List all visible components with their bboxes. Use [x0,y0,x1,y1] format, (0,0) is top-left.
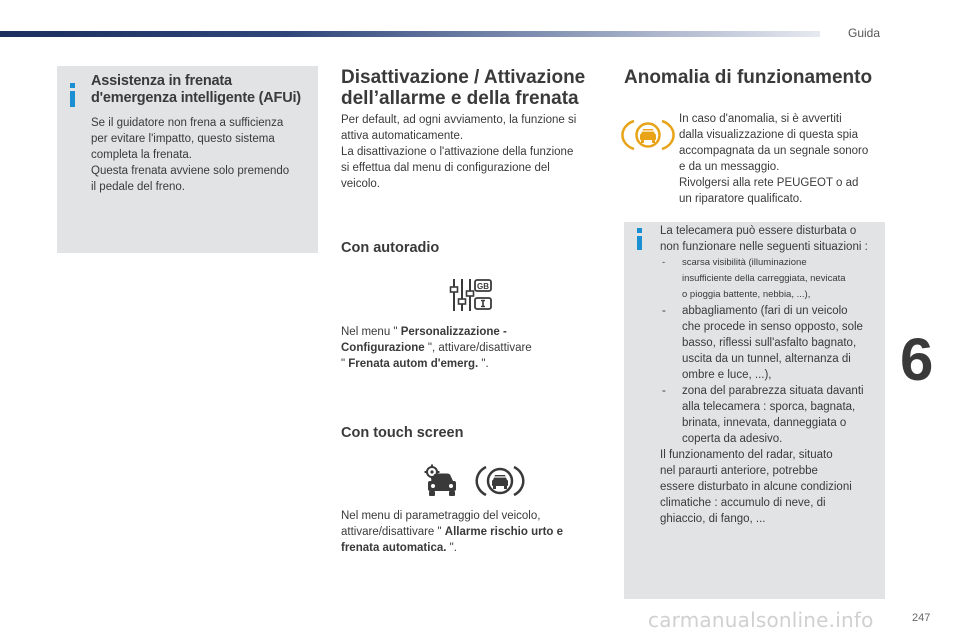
info-box-camera [624,222,885,599]
radio-instructions: Nel menu " Personalizzazione - Configurazione ", attivare/disattivare " Frenata autom d'emerg. ". [341,326,532,370]
collision-brake-warning-icon [628,118,668,152]
chapter-number: 6 [900,326,934,393]
radio-heading: Con autoradio [341,240,440,256]
info-icon [637,228,642,250]
list-item: - abbagliamento (fari di un veicolo che procede in senso opposto, sole basso, riflessi sull'asfalto bagnato, uscita da un tunnel, alternanza di ombre e luce, ...), [660,303,885,383]
camera-intro: La telecamera può essere disturbata o non funzionare nelle seguenti situazioni : [660,225,868,253]
svg-text:GB: GB [477,282,489,291]
afui-title: Assistenza in frenata d'emergenza intelligente (AFUi) [91,73,301,106]
list-item: - zona del parabrezza situata davanti alla telecamera : sporca, bagnata, brinata, innevata, danneggiata o coperta da adesivo. [660,383,885,447]
radar-note: Il funzionamento del radar, situato nel paraurti anteriore, potrebbe essere disturbato in alcune condizioni climatiche : accumulo di neve, di ghiaccio, di fango, ... [660,449,852,525]
watermark: carmanualsonline.info [648,608,874,632]
deactivation-intro: Per default, ad ogni avviamento, la funzione si attiva automaticamente. La disattivazione o l'attivazione della funzione si effettua dal menu di configurazione del veicolo. [341,114,577,190]
fault-title: Anomalia di funzionamento [624,67,873,88]
page-number: 247 [912,612,931,624]
collision-brake-icon [480,463,520,499]
camera-conditions [660,255,885,447]
fault-description: In caso d'anomalia, si è avvertiti dalla visualizzazione di questa spia accompagnata da un segnale sonoro e da un messaggio. Rivolgersi alla rete PEUGEOT o ad un riparatore qualificato. [679,113,869,205]
info-box-afui [57,66,318,253]
header-bar [0,31,820,37]
info-icon [70,83,75,107]
list-item: - scarsa visibilità (illuminazione insufficiente della carreggiata, nevicata o pioggia battente, nebbia, ...), [660,255,885,303]
afui-body: Se il guidatore non frena a sufficienza per evitare l'impatto, questo sistema completa la frenata. Questa frenata avviene solo premendo il pedale del freno. [91,117,290,193]
car-settings-icon [422,464,460,498]
section-label: Guida [848,26,881,40]
touch-heading: Con touch screen [341,425,464,441]
deactivation-title: Disattivazione / Attivazione dell’allarme e della frenata [341,67,586,109]
sliders-gb-icon [449,277,495,313]
touch-instructions: Nel menu di parametraggio del veicolo, attivare/disattivare " Allarme rischio urto e frenata automatica. ". [341,510,564,554]
